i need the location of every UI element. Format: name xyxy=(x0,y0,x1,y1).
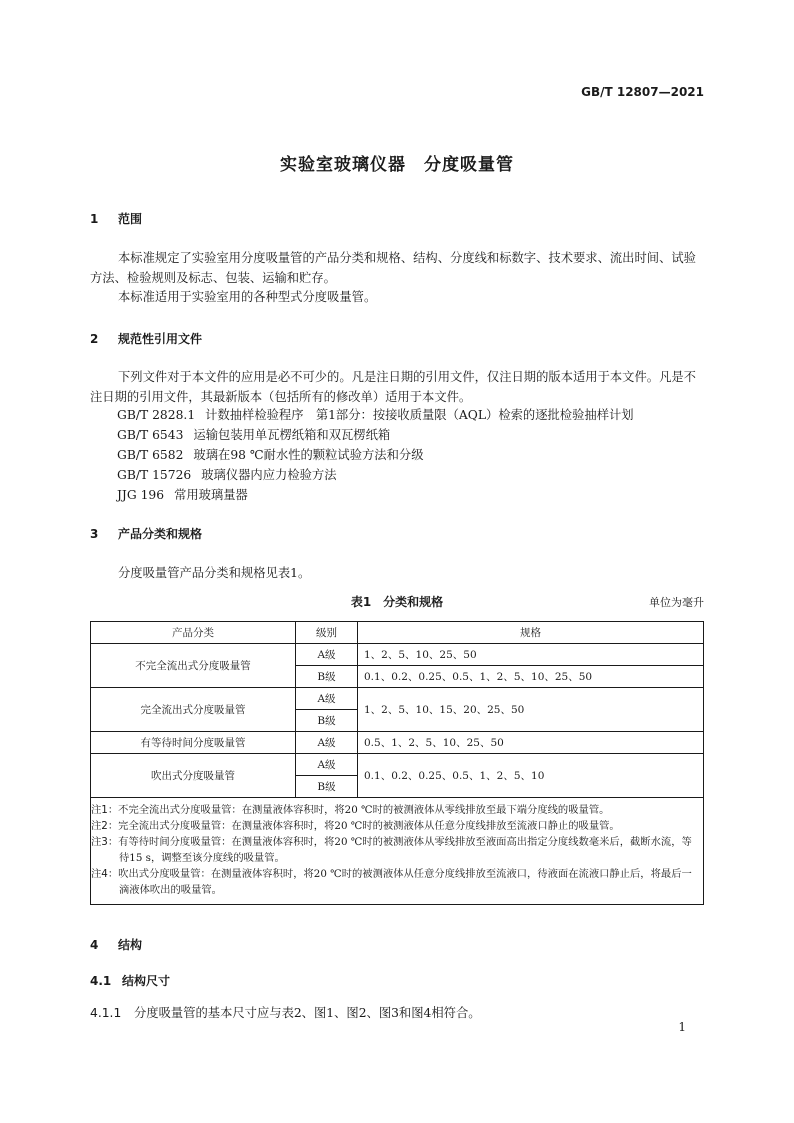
scope-paragraph-2: 本标准适用于实验室用的各种型式分度吸量管。 xyxy=(118,290,377,304)
reference-code: GB/T 15726 xyxy=(117,468,192,482)
category-cell: 完全流出式分度吸量管 xyxy=(91,688,296,732)
clause-4-1-1 xyxy=(90,1003,481,1021)
section-1-heading xyxy=(90,210,142,227)
reference-item xyxy=(117,465,337,483)
reference-title: 计数抽样检验程序 第1部分：按接收质量限（AQL）检索的逐批检验抽样计划 xyxy=(205,408,634,422)
reference-title: 玻璃仪器内应力检验方法 xyxy=(201,468,337,482)
table-notes-cell xyxy=(91,798,704,905)
clause-text: 分度吸量管的基本尺寸应与表2、图1、图2、图3和图4相符合。 xyxy=(134,1006,481,1020)
reference-title: 运输包装用单瓦楞纸箱和双瓦楞纸箱 xyxy=(193,428,391,442)
section-number: 3 xyxy=(90,527,99,541)
table-note xyxy=(91,834,695,866)
reference-code: GB/T 6582 xyxy=(117,448,184,462)
grade-cell: A级 xyxy=(296,754,358,776)
reference-item xyxy=(117,485,248,503)
reference-code: GB/T 6543 xyxy=(117,428,184,442)
note-text: 有等待时间分度吸量管：在测量液体容积时，将20 ℃时的被测液体从零线排放至液面高出指定分度线数毫米后，截断水流，等待15 s，调整至该分度线的吸量管。 xyxy=(118,836,692,864)
table-unit: 单位为毫升 xyxy=(649,596,704,609)
spec-cell: 0.1、0.2、0.25、0.5、1、2、5、10、25、50 xyxy=(358,666,704,688)
document-title: 实验室玻璃仪器 分度吸量管 xyxy=(280,155,514,175)
section-number: 2 xyxy=(90,332,99,346)
reference-code: GB/T 2828.1 xyxy=(117,408,196,422)
header-category: 产品分类 xyxy=(91,622,296,644)
section-3-heading xyxy=(90,525,202,542)
section-4-heading xyxy=(90,936,142,953)
section-number: 1 xyxy=(90,212,99,226)
header-grade: 级别 xyxy=(296,622,358,644)
section-2-heading xyxy=(90,330,202,347)
section-title: 产品分类和规格 xyxy=(118,527,203,541)
section-4-1-heading xyxy=(90,972,170,989)
classification-table xyxy=(90,621,704,905)
category-cell: 不完全流出式分度吸量管 xyxy=(91,644,296,688)
section-title: 结构尺寸 xyxy=(122,974,171,988)
standard-number: GB/T 12807—2021 xyxy=(581,85,704,99)
section-title: 规范性引用文件 xyxy=(118,332,203,346)
reference-item xyxy=(117,425,390,443)
section-title: 结构 xyxy=(118,938,143,952)
page-number: 1 xyxy=(678,1020,686,1034)
reference-title: 常用玻璃量器 xyxy=(174,488,248,502)
spec-cell: 0.5、1、2、5、10、25、50 xyxy=(358,732,704,754)
spec-cell: 1、2、5、10、15、20、25、50 xyxy=(358,688,704,732)
scope-paragraph-1: 本标准规定了实验室用分度吸量管的产品分类和规格、结构、分度线和标数字、技术要求、流出时间、试验方法、检验规则及标志、包装、运输和贮存。 xyxy=(90,251,696,285)
table-header-row xyxy=(91,622,704,644)
classification-paragraph: 分度吸量管产品分类和规格见表1。 xyxy=(118,566,311,580)
note-label: 注2： xyxy=(91,820,119,832)
table-note xyxy=(91,818,695,834)
header-spec: 规格 xyxy=(358,622,704,644)
grade-cell: B级 xyxy=(296,710,358,732)
table-row xyxy=(91,688,704,710)
table-caption: 表1 分类和规格 xyxy=(350,595,444,609)
grade-cell: A级 xyxy=(296,732,358,754)
grade-cell: A级 xyxy=(296,688,358,710)
spec-cell: 0.1、0.2、0.25、0.5、1、2、5、10 xyxy=(358,754,704,798)
table-row xyxy=(91,644,704,666)
table-row xyxy=(91,732,704,754)
grade-cell: A级 xyxy=(296,644,358,666)
normative-references-paragraph: 下列文件对于本文件的应用是必不可少的。凡是注日期的引用文件，仅注日期的版本适用于本文件。凡是不注日期的引用文件，其最新版本（包括所有的修改单）适用于本文件。 xyxy=(90,370,696,404)
note-label: 注4： xyxy=(91,868,119,880)
grade-cell: B级 xyxy=(296,666,358,688)
reference-item xyxy=(117,405,634,423)
table-notes-row xyxy=(91,798,704,905)
section-title: 范围 xyxy=(118,212,143,226)
reference-code: JJG 196 xyxy=(117,488,165,502)
note-label: 注1： xyxy=(91,804,119,816)
note-label: 注3： xyxy=(91,836,119,848)
note-text: 吹出式分度吸量管：在测量液体容积时，将20 ℃时的被测液体从任意分度线排放至流液口，待液面在流液口静止后，将最后一滴液体吹出的吸量管。 xyxy=(118,868,692,896)
note-text: 完全流出式分度吸量管：在测量液体容积时，将20 ℃时的被测液体从任意分度线排放至流液口静止的吸量管。 xyxy=(118,820,620,832)
spec-cell: 1、2、5、10、25、50 xyxy=(358,644,704,666)
category-cell: 有等待时间分度吸量管 xyxy=(91,732,296,754)
table-row xyxy=(91,754,704,776)
table-note xyxy=(91,802,695,818)
note-text: 不完全流出式分度吸量管：在测量液体容积时，将20 ℃时的被测液体从零线排放至最下端分度线的吸量管。 xyxy=(118,804,610,816)
section-number: 4 xyxy=(90,938,99,952)
clause-number: 4.1.1 xyxy=(90,1006,122,1020)
category-cell: 吹出式分度吸量管 xyxy=(91,754,296,798)
table-note xyxy=(91,866,695,898)
reference-title: 玻璃在98 ℃耐水性的颗粒试验方法和分级 xyxy=(193,448,424,462)
section-number: 4.1 xyxy=(90,974,112,988)
reference-item xyxy=(117,445,424,463)
grade-cell: B级 xyxy=(296,776,358,798)
